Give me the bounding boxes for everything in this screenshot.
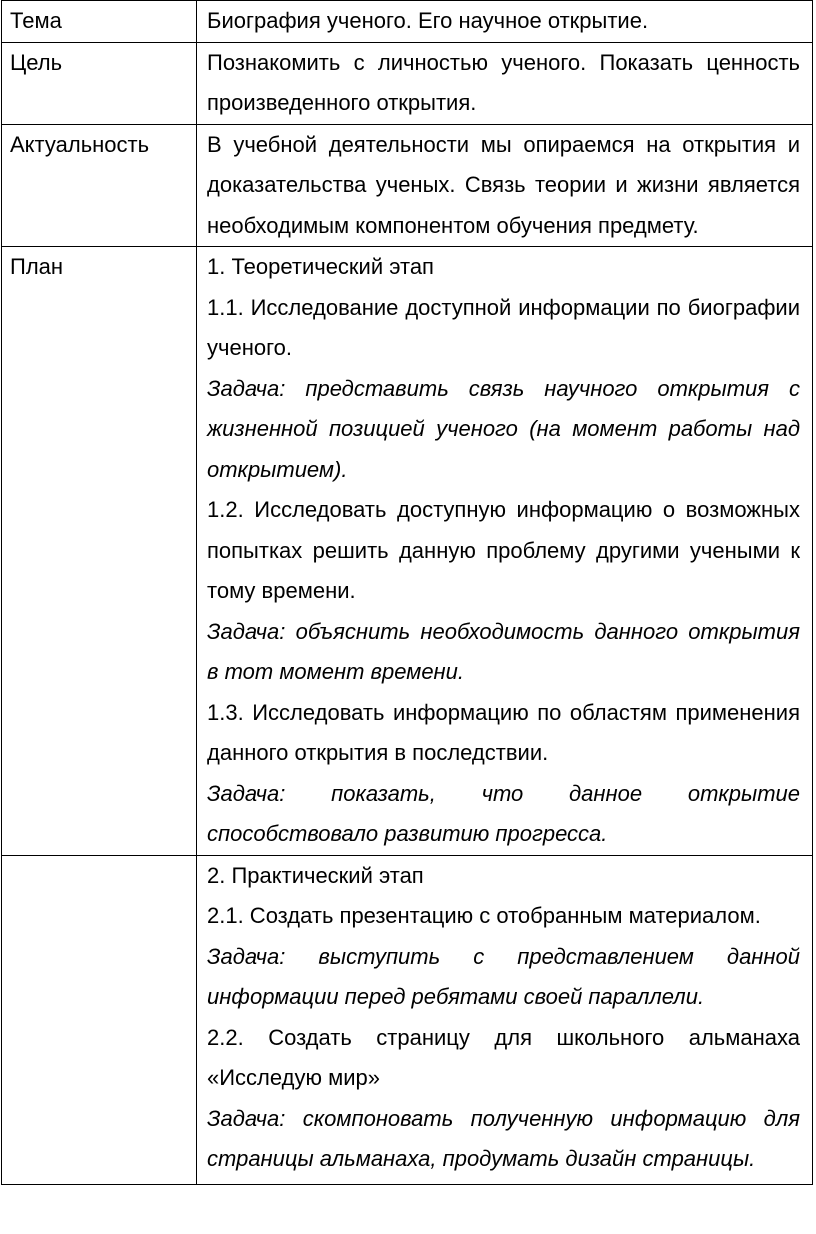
relevance-text: В учебной деятельности мы опираемся на открытия и доказательства ученых. Связь теории и жизни является необходимым компонентом обучения предмету. bbox=[207, 131, 800, 238]
plan-item-2-1: 2.1. Создать презентацию с отобранным материалом. bbox=[207, 903, 761, 928]
table-row-practical bbox=[2, 855, 813, 1184]
table-row-plan bbox=[2, 247, 813, 856]
plan-item-1-1: 1.1. Исследование доступной информации по биографии ученого. bbox=[207, 294, 800, 360]
row-label-practical bbox=[2, 855, 197, 1184]
plan-task-1-2: Задача: объяснить необходимость данного открытия в тот момент времени. bbox=[207, 618, 800, 684]
row-value-goal bbox=[197, 42, 813, 124]
row-value-relevance bbox=[197, 124, 813, 247]
table-row-relevance bbox=[2, 124, 813, 247]
row-value-plan bbox=[197, 247, 813, 856]
plan-table bbox=[1, 0, 813, 1185]
stage-1-title: 1. Теоретический этап bbox=[207, 254, 434, 279]
row-value-practical bbox=[197, 855, 813, 1184]
plan-item-1-3: 1.3. Исследовать информацию по областям применения данного открытия в последствии. bbox=[207, 699, 800, 765]
row-label-relevance: Актуальность bbox=[2, 124, 197, 247]
table-row-goal bbox=[2, 42, 813, 124]
plan-task-2-2: Задача: скомпоновать полученную информацию для страницы альманаха, продумать дизайн страницы. bbox=[207, 1105, 800, 1171]
theme-text: Биография ученого. Его научное открытие. bbox=[207, 8, 649, 33]
plan-task-2-1: Задача: выступить с представлением данной информации перед ребятами своей параллели. bbox=[207, 943, 800, 1009]
stage-2-title: 2. Практический этап bbox=[207, 862, 424, 888]
cell-bottom-spacer bbox=[207, 1180, 800, 1184]
row-label-goal: Цель bbox=[2, 42, 197, 124]
row-value-theme bbox=[197, 1, 813, 43]
plan-item-2-2: 2.2. Создать страницу для школьного альманаха «Исследую мир» bbox=[207, 1024, 800, 1090]
plan-task-1-1: Задача: представить связь научного открытия с жизненной позицией ученого (на момент работы над открытием). bbox=[207, 375, 800, 482]
plan-task-1-3: Задача: показать, что данное открытие способствовало развитию прогресса. bbox=[207, 780, 800, 846]
row-label-theme: Тема bbox=[2, 1, 197, 43]
table-row-theme bbox=[2, 1, 813, 43]
goal-text: Познакомить с личностью ученого. Показать ценность произведенного открытия. bbox=[207, 49, 800, 115]
plan-item-1-2: 1.2. Исследовать доступную информацию о возможных попытках решить данную проблему другими учеными к тому времени. bbox=[207, 497, 800, 603]
row-label-plan: План bbox=[2, 247, 197, 856]
